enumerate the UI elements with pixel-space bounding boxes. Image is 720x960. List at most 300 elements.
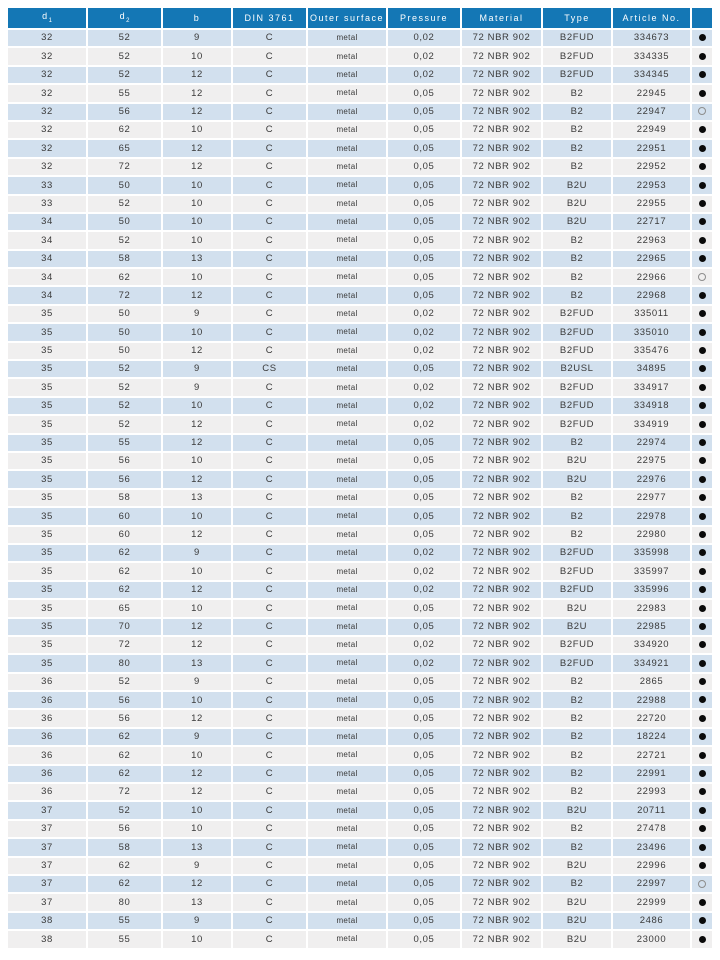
cell-pressure: 0,05 (388, 361, 462, 379)
availability-filled-dot-icon (699, 494, 706, 501)
cell-article_no: 22952 (613, 159, 692, 177)
availability-filled-dot-icon (699, 733, 706, 740)
cell-pressure: 0,05 (388, 766, 462, 784)
cell-article_no: 22983 (613, 600, 692, 618)
cell-outer_surface: metal (308, 563, 388, 581)
cell-article_no: 22977 (613, 490, 692, 508)
cell-b: 10 (163, 692, 233, 710)
cell-article_no: 22976 (613, 471, 692, 489)
table-row (8, 490, 712, 508)
cell-d1: 34 (8, 269, 88, 287)
cell-article_no: 22955 (613, 196, 692, 214)
cell-b: 9 (163, 379, 233, 397)
cell-availability (692, 140, 712, 158)
cell-din: C (233, 140, 308, 158)
cell-type: B2 (543, 766, 613, 784)
table-row (8, 545, 712, 563)
cell-pressure: 0,02 (388, 582, 462, 600)
cell-pressure: 0,02 (388, 563, 462, 581)
cell-material: 72 NBR 902 (462, 839, 543, 857)
cell-availability (692, 177, 712, 195)
cell-availability (692, 784, 712, 802)
cell-type: B2FUD (543, 545, 613, 563)
table-body (8, 30, 712, 950)
availability-filled-dot-icon (699, 936, 706, 943)
cell-article_no: 22997 (613, 876, 692, 894)
availability-filled-dot-icon (699, 549, 706, 556)
cell-article_no: 334919 (613, 416, 692, 434)
availability-filled-dot-icon (699, 200, 706, 207)
availability-filled-dot-icon (699, 237, 706, 244)
cell-type: B2 (543, 140, 613, 158)
table-row (8, 655, 712, 673)
cell-outer_surface: metal (308, 876, 388, 894)
cell-availability (692, 159, 712, 177)
cell-d1: 35 (8, 324, 88, 342)
cell-article_no: 2486 (613, 913, 692, 931)
table-row (8, 343, 712, 361)
cell-article_no: 334335 (613, 48, 692, 66)
cell-type: B2 (543, 104, 613, 122)
cell-material: 72 NBR 902 (462, 821, 543, 839)
cell-d2: 72 (88, 287, 163, 305)
availability-filled-dot-icon (699, 807, 706, 814)
cell-d2: 60 (88, 508, 163, 526)
availability-filled-dot-icon (699, 899, 706, 906)
cell-d1: 38 (8, 913, 88, 931)
cell-article_no: 22985 (613, 619, 692, 637)
column-header-subscript: 2 (126, 17, 130, 24)
cell-din: C (233, 48, 308, 66)
cell-din: C (233, 398, 308, 416)
table-row (8, 361, 712, 379)
cell-availability (692, 508, 712, 526)
cell-d1: 34 (8, 214, 88, 232)
cell-type: B2FUD (543, 324, 613, 342)
cell-din: C (233, 802, 308, 820)
cell-d1: 35 (8, 527, 88, 545)
cell-type: B2FUD (543, 306, 613, 324)
table-row (8, 563, 712, 581)
cell-availability (692, 894, 712, 912)
cell-material: 72 NBR 902 (462, 232, 543, 250)
cell-availability (692, 453, 712, 471)
cell-pressure: 0,02 (388, 637, 462, 655)
cell-article_no: 334918 (613, 398, 692, 416)
cell-d2: 52 (88, 67, 163, 85)
cell-d1: 35 (8, 545, 88, 563)
availability-filled-dot-icon (699, 329, 706, 336)
cell-material: 72 NBR 902 (462, 306, 543, 324)
cell-pressure: 0,02 (388, 416, 462, 434)
table-row (8, 453, 712, 471)
availability-filled-dot-icon (699, 457, 706, 464)
cell-outer_surface: metal (308, 453, 388, 471)
cell-article_no: 22968 (613, 287, 692, 305)
cell-din: C (233, 104, 308, 122)
table-row (8, 251, 712, 269)
cell-availability (692, 471, 712, 489)
cell-article_no: 22974 (613, 435, 692, 453)
cell-b: 12 (163, 527, 233, 545)
cell-availability (692, 122, 712, 140)
column-header-b: b (163, 8, 233, 30)
cell-d2: 62 (88, 269, 163, 287)
availability-filled-dot-icon (699, 752, 706, 759)
cell-outer_surface: metal (308, 85, 388, 103)
seal-catalog-table (8, 8, 712, 950)
cell-article_no: 335011 (613, 306, 692, 324)
cell-type: B2 (543, 747, 613, 765)
cell-b: 12 (163, 85, 233, 103)
cell-availability (692, 214, 712, 232)
cell-article_no: 22991 (613, 766, 692, 784)
table-row (8, 140, 712, 158)
cell-din: C (233, 269, 308, 287)
cell-outer_surface: metal (308, 379, 388, 397)
cell-type: B2 (543, 821, 613, 839)
cell-article_no: 334673 (613, 30, 692, 48)
cell-availability (692, 416, 712, 434)
cell-pressure: 0,05 (388, 821, 462, 839)
cell-outer_surface: metal (308, 582, 388, 600)
cell-type: B2 (543, 710, 613, 728)
cell-type: B2FUD (543, 398, 613, 416)
cell-availability (692, 802, 712, 820)
cell-d2: 52 (88, 196, 163, 214)
cell-material: 72 NBR 902 (462, 655, 543, 673)
cell-b: 12 (163, 637, 233, 655)
cell-d1: 37 (8, 839, 88, 857)
cell-availability (692, 324, 712, 342)
cell-outer_surface: metal (308, 766, 388, 784)
table-row (8, 85, 712, 103)
cell-availability (692, 196, 712, 214)
cell-type: B2U (543, 214, 613, 232)
cell-material: 72 NBR 902 (462, 747, 543, 765)
cell-availability (692, 710, 712, 728)
cell-type: B2FUD (543, 582, 613, 600)
cell-d1: 37 (8, 876, 88, 894)
cell-pressure: 0,02 (388, 655, 462, 673)
cell-availability (692, 619, 712, 637)
availability-filled-dot-icon (699, 476, 706, 483)
cell-b: 13 (163, 655, 233, 673)
cell-din: C (233, 67, 308, 85)
table-row (8, 122, 712, 140)
cell-availability (692, 766, 712, 784)
cell-din: C (233, 435, 308, 453)
table-row (8, 692, 712, 710)
availability-filled-dot-icon (699, 421, 706, 428)
cell-outer_surface: metal (308, 306, 388, 324)
cell-din: C (233, 784, 308, 802)
cell-outer_surface: metal (308, 527, 388, 545)
header-row (8, 8, 712, 30)
cell-material: 72 NBR 902 (462, 471, 543, 489)
cell-pressure: 0,02 (388, 30, 462, 48)
cell-outer_surface: metal (308, 122, 388, 140)
cell-din: C (233, 931, 308, 949)
cell-material: 72 NBR 902 (462, 159, 543, 177)
cell-b: 12 (163, 159, 233, 177)
availability-filled-dot-icon (699, 586, 706, 593)
cell-pressure: 0,05 (388, 269, 462, 287)
cell-b: 13 (163, 490, 233, 508)
cell-d2: 56 (88, 692, 163, 710)
availability-filled-dot-icon (699, 770, 706, 777)
cell-availability (692, 582, 712, 600)
cell-material: 72 NBR 902 (462, 85, 543, 103)
cell-type: B2U (543, 619, 613, 637)
cell-d1: 32 (8, 30, 88, 48)
cell-availability (692, 527, 712, 545)
cell-d1: 34 (8, 287, 88, 305)
cell-d2: 65 (88, 140, 163, 158)
cell-din: C (233, 894, 308, 912)
cell-d2: 58 (88, 839, 163, 857)
cell-pressure: 0,05 (388, 453, 462, 471)
cell-din: C (233, 214, 308, 232)
column-header-d1: $d_1$ (8, 8, 88, 30)
cell-b: 12 (163, 435, 233, 453)
cell-material: 72 NBR 902 (462, 177, 543, 195)
cell-article_no: 22996 (613, 858, 692, 876)
cell-d1: 35 (8, 398, 88, 416)
cell-availability (692, 398, 712, 416)
cell-material: 72 NBR 902 (462, 766, 543, 784)
cell-outer_surface: metal (308, 802, 388, 820)
cell-type: B2U (543, 913, 613, 931)
cell-din: C (233, 674, 308, 692)
cell-type: B2FUD (543, 343, 613, 361)
cell-material: 72 NBR 902 (462, 453, 543, 471)
cell-pressure: 0,05 (388, 710, 462, 728)
availability-filled-dot-icon (699, 531, 706, 538)
cell-din: C (233, 563, 308, 581)
cell-d1: 33 (8, 196, 88, 214)
cell-b: 10 (163, 177, 233, 195)
cell-din: C (233, 251, 308, 269)
cell-pressure: 0,05 (388, 527, 462, 545)
cell-din: C (233, 766, 308, 784)
cell-type: B2U (543, 858, 613, 876)
cell-d1: 35 (8, 453, 88, 471)
cell-b: 10 (163, 600, 233, 618)
cell-b: 10 (163, 48, 233, 66)
table-row (8, 324, 712, 342)
cell-d2: 52 (88, 398, 163, 416)
cell-type: B2 (543, 490, 613, 508)
cell-article_no: 22966 (613, 269, 692, 287)
cell-material: 72 NBR 902 (462, 214, 543, 232)
cell-d2: 58 (88, 490, 163, 508)
cell-outer_surface: metal (308, 545, 388, 563)
cell-outer_surface: metal (308, 196, 388, 214)
cell-d1: 35 (8, 343, 88, 361)
cell-availability (692, 747, 712, 765)
availability-open-dot-icon (698, 880, 706, 888)
cell-d1: 35 (8, 563, 88, 581)
availability-filled-dot-icon (699, 182, 706, 189)
cell-article_no: 22947 (613, 104, 692, 122)
availability-open-dot-icon (698, 273, 706, 281)
cell-material: 72 NBR 902 (462, 490, 543, 508)
cell-pressure: 0,02 (388, 324, 462, 342)
table-row (8, 306, 712, 324)
table-row (8, 784, 712, 802)
cell-material: 72 NBR 902 (462, 398, 543, 416)
column-header-type: Type (543, 8, 613, 30)
cell-pressure: 0,02 (388, 379, 462, 397)
cell-d2: 72 (88, 784, 163, 802)
cell-outer_surface: metal (308, 729, 388, 747)
table-row (8, 159, 712, 177)
cell-material: 72 NBR 902 (462, 802, 543, 820)
cell-article_no: 22993 (613, 784, 692, 802)
cell-d1: 35 (8, 416, 88, 434)
cell-d1: 38 (8, 931, 88, 949)
cell-outer_surface: metal (308, 416, 388, 434)
cell-type: B2FUD (543, 655, 613, 673)
cell-d1: 32 (8, 122, 88, 140)
cell-outer_surface: metal (308, 784, 388, 802)
cell-d2: 62 (88, 563, 163, 581)
table-row (8, 637, 712, 655)
cell-availability (692, 858, 712, 876)
table-row (8, 600, 712, 618)
cell-availability (692, 913, 712, 931)
cell-d2: 52 (88, 674, 163, 692)
cell-availability (692, 287, 712, 305)
cell-material: 72 NBR 902 (462, 269, 543, 287)
cell-availability (692, 729, 712, 747)
cell-b: 12 (163, 416, 233, 434)
cell-availability (692, 655, 712, 673)
cell-type: B2U (543, 177, 613, 195)
cell-din: C (233, 582, 308, 600)
column-header-availability (692, 8, 712, 30)
cell-availability (692, 85, 712, 103)
cell-b: 10 (163, 214, 233, 232)
cell-d2: 52 (88, 232, 163, 250)
cell-article_no: 22980 (613, 527, 692, 545)
cell-pressure: 0,05 (388, 287, 462, 305)
cell-type: B2 (543, 122, 613, 140)
cell-pressure: 0,05 (388, 251, 462, 269)
cell-material: 72 NBR 902 (462, 67, 543, 85)
cell-din: C (233, 306, 308, 324)
cell-b: 12 (163, 619, 233, 637)
cell-d2: 72 (88, 159, 163, 177)
cell-din: C (233, 508, 308, 526)
cell-d2: 56 (88, 104, 163, 122)
cell-din: C (233, 30, 308, 48)
cell-b: 10 (163, 747, 233, 765)
cell-d2: 55 (88, 931, 163, 949)
cell-din: C (233, 232, 308, 250)
cell-outer_surface: metal (308, 251, 388, 269)
column-header-article_no: Article No. (613, 8, 692, 30)
cell-article_no: 335010 (613, 324, 692, 342)
cell-d2: 50 (88, 343, 163, 361)
cell-availability (692, 692, 712, 710)
cell-d1: 32 (8, 104, 88, 122)
cell-b: 12 (163, 471, 233, 489)
column-header-pressure: Pressure (388, 8, 462, 30)
cell-b: 13 (163, 251, 233, 269)
cell-type: B2 (543, 159, 613, 177)
cell-article_no: 335998 (613, 545, 692, 563)
cell-material: 72 NBR 902 (462, 876, 543, 894)
cell-article_no: 22975 (613, 453, 692, 471)
cell-type: B2U (543, 802, 613, 820)
cell-d2: 52 (88, 416, 163, 434)
availability-filled-dot-icon (699, 917, 706, 924)
column-header-d2: $d_2$ (88, 8, 163, 30)
availability-filled-dot-icon (699, 310, 706, 317)
cell-pressure: 0,05 (388, 600, 462, 618)
availability-filled-dot-icon (699, 255, 706, 262)
cell-availability (692, 48, 712, 66)
cell-b: 10 (163, 508, 233, 526)
table-row (8, 508, 712, 526)
cell-b: 12 (163, 766, 233, 784)
cell-din: C (233, 343, 308, 361)
cell-type: B2 (543, 692, 613, 710)
cell-availability (692, 232, 712, 250)
cell-outer_surface: metal (308, 104, 388, 122)
cell-d2: 52 (88, 30, 163, 48)
availability-filled-dot-icon (699, 218, 706, 225)
cell-din: C (233, 637, 308, 655)
cell-d1: 36 (8, 710, 88, 728)
cell-pressure: 0,05 (388, 619, 462, 637)
availability-filled-dot-icon (699, 715, 706, 722)
cell-d2: 52 (88, 361, 163, 379)
cell-d2: 50 (88, 324, 163, 342)
table-row (8, 196, 712, 214)
cell-din: C (233, 453, 308, 471)
cell-b: 9 (163, 858, 233, 876)
cell-pressure: 0,05 (388, 931, 462, 949)
cell-d1: 35 (8, 600, 88, 618)
cell-d2: 55 (88, 85, 163, 103)
cell-d2: 60 (88, 527, 163, 545)
cell-d2: 62 (88, 122, 163, 140)
cell-d1: 36 (8, 729, 88, 747)
availability-filled-dot-icon (699, 90, 706, 97)
cell-pressure: 0,05 (388, 104, 462, 122)
cell-material: 72 NBR 902 (462, 692, 543, 710)
cell-material: 72 NBR 902 (462, 527, 543, 545)
cell-availability (692, 251, 712, 269)
availability-filled-dot-icon (699, 126, 706, 133)
availability-filled-dot-icon (699, 384, 706, 391)
cell-d1: 35 (8, 637, 88, 655)
cell-din: C (233, 729, 308, 747)
cell-article_no: 335997 (613, 563, 692, 581)
availability-filled-dot-icon (699, 568, 706, 575)
cell-article_no: 27478 (613, 821, 692, 839)
cell-din: C (233, 85, 308, 103)
cell-type: B2U (543, 600, 613, 618)
cell-d2: 62 (88, 747, 163, 765)
cell-outer_surface: metal (308, 48, 388, 66)
cell-type: B2FUD (543, 67, 613, 85)
cell-pressure: 0,05 (388, 894, 462, 912)
cell-din: C (233, 527, 308, 545)
